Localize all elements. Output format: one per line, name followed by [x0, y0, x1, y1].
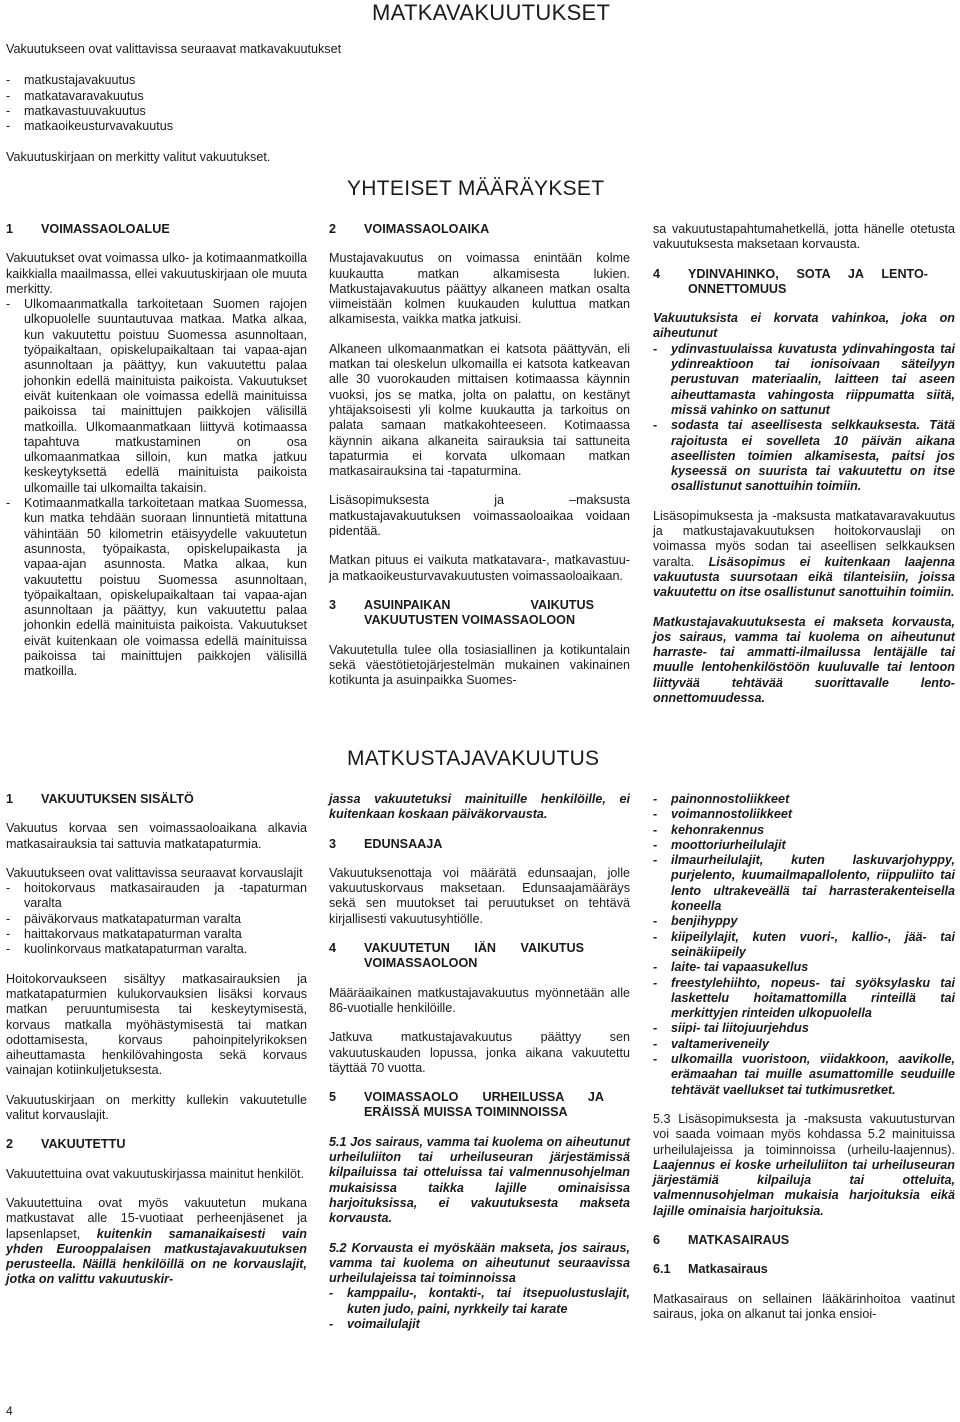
list-item: - matkustajavakuutus — [6, 73, 476, 88]
section-heading: 4 VAKUUTETUN IÄN VAIKUTUS VOIMASSAOLOON — [329, 941, 584, 971]
column — [6, 222, 307, 694]
section-heading: 2 VAKUUTETTU — [6, 1137, 126, 1152]
list-item: - voimannostoliikkeet — [653, 807, 955, 822]
column — [653, 222, 955, 720]
list — [6, 881, 307, 957]
paragraph: Vakuutettuina ovat myös vakuutetun mukana matkustavat alle 15-vuotiaat perheenjäsenet ja lapsenlapset, kuitenkin samanaikaisesti vain yhden Eurooppalaisen matkustajavakuutuksen perusteella. Näillä henkilöillä on ne korvauslajit, jotka on valittu vakuutuskir- — [6, 1195, 307, 1287]
list-item: - matkatavaravakuutus — [6, 89, 476, 104]
paragraph: Matkasairaus on sellainen lääkärinhoitoa vaatinut sairaus, joka on alkanut tai jonka ensioi- — [653, 1291, 955, 1321]
list-item: - Kotimaanmatkalla tarkoitetaan matkaa Suomessa, kun matka tehdään suoraan linnuntietä mitattuna vähintään 50 kilometrin etäisyydelle vakuutetun asunnosta, työpaikasta, opiskelupaikasta ja vapaa-ajan asunnosta. Matka alkaa, kun vakuutettu poistuu Suomessa asunnoltaan, työpaikaltaan, opiskelupaikaltaan tai vapaa-ajan asunnoltaan ja päättyy, kun vakuutettu palaa johonkin edellä mainituista paikoista. Vakuutukset eivät kuitenkaan ole voimassa edellä mainituissa paikoissa tai mainittujen paikkojen välisillä matkoilla. — [6, 496, 307, 680]
list-item: - painonnostoliikkeet — [653, 792, 955, 807]
paragraph: sa vakuutustapahtumahetkellä, jotta hänelle otetusta vakuutuksesta maksetaan korvausta. — [653, 222, 955, 252]
list-item: - päiväkorvaus matkatapaturman varalta — [6, 912, 307, 927]
list-item: - matkaoikeusturvavakuutus — [6, 119, 476, 134]
list-item: - benjihyppy — [653, 914, 955, 929]
section-heading: 4 YDINVAHINKO, SOTA JA LENTO-ONNETTOMUUS — [653, 266, 928, 296]
page-title: MATKAVAKUUTUKSET — [372, 0, 611, 25]
paragraph: Vakuutetulla tulee olla tosiasiallinen ja kotikuntalain sekä väestötietojärjestelmän mukainen vakinainen kotikunta ja asuinpaikka Suomes- — [329, 642, 630, 688]
list — [6, 297, 307, 679]
section-heading: 6.1 Matkasairaus — [653, 1262, 768, 1277]
section-title: YHTEISET MÄÄRÄYKSET — [347, 177, 605, 200]
paragraph: Jatkuva matkustajavakuutus päättyy sen vakuutuskauden lopussa, jonka aikana vakuutettu täyttää 70 vuotta. — [329, 1030, 630, 1075]
paragraph: Lisäsopimuksesta ja –maksusta matkustajavakuutuksen voimassaoloaikaa voidaan pidentää. — [329, 493, 630, 539]
paragraph: Matkan pituus ei vaikuta matkatavara-, matkavastuu- ja matkaoikeusturvavakuutusten voimassaoloaikaan. — [329, 553, 630, 583]
paragraph: Vakuutus korvaa sen voimassaoloaikana alkavia matkasairauksia tai sattuvia matkatapaturmia. — [6, 821, 307, 851]
paragraph: Mustajavakuutus on voimassa enintään kolme kuukautta matkan alkamisesta lukien. Matkustajavakuutus päättyy alkaneen matkan osalta viimeistään kolmen kuukauden kuluttua matkan alkamisesta, vaikka matka jatkuisi. — [329, 251, 630, 327]
list-item: - kuolinkorvaus matkatapaturman varalta. — [6, 942, 307, 957]
section-heading: 1 VOIMASSAOLOALUE — [6, 222, 170, 236]
section-heading: 3 EDUNSAAJA — [329, 836, 443, 851]
list-item: - Ulkomaanmatkalla tarkoitetaan Suomen rajojen ulkopuolelle suuntautuvaa matkaa. Matka alkaa, kun vakuutettu poistuu Suomessa asunnoltaan, työpaikaltaan, opiskelupaikaltaan tai vapaa-ajan asunnoltaan ja päättyy, kun vakuutettu palaa johonkin edellä mainituista paikoista. Vakuutukset eivät kuitenkaan ole voimassa edellä mainituissa paikoissa tai mainittujen paikkojen välisillä matkoilla. Ulkomaanmatkaan liittyvä kotimaassa tapahtuva matkustaminen on osa ulkomaanmatkaa silloin, kun matka jatkuu keskeytyksettä edellä mainituista paikoista ulkomaille tai ulkomailta takaisin. — [6, 297, 307, 496]
list — [653, 792, 955, 1098]
paragraph: Vakuutettuina ovat vakuutuskirjassa mainitut henkilöt. — [6, 1166, 304, 1181]
list-item: - voimailulajit — [329, 1317, 630, 1332]
intro-lead: Vakuutukseen ovat valittavissa seuraavat matkavakuutukset — [6, 42, 342, 56]
list-item: - freestylehiihto, nopeus- tai syöksylasku tai laskettelu hoitamattomilla rinteillä tai merkittyjen rinteiden ulkopuolella — [653, 976, 955, 1022]
paragraph: Vakuutuksenottaja voi määrätä edunsaajan, jolle vakuutuskorvaus maksetaan. Edunsaajamääräys sekä sen muutokset tai peruutukset on tehtävä kirjallisesti vakuutusyhtiölle. — [329, 865, 630, 926]
intro-list — [6, 73, 476, 134]
list-item: - moottoriurheilulajit — [653, 838, 955, 853]
list-item: - ydinvastuulaissa kuvatusta ydinvahingosta tai ydinreaktioon tai ionisoivaan säteilyyn perustuvan materiaalin, laitteen tai aseen aiheuttamasta vahingosta riippumatta siitä, missä vahinko on sattunut — [653, 342, 955, 418]
column — [329, 222, 630, 702]
paragraph: Matkustajavakuutuksesta ei makseta korvausta, jos sairaus, vamma tai kuolema on aiheutunut harraste- tai ammatti-ilmailussa lentäjälle tai muulle lentohenkilöstöön kuuluvalle tai lentoon liittyvää tehtävää suorittavalle lento-onnettomuudessa. — [653, 614, 955, 706]
list-item: - matkavastuuvakuutus — [6, 104, 476, 119]
section-heading: 6 MATKASAIRAUS — [653, 1233, 790, 1248]
section-heading: 3 ASUINPAIKAN VAIKUTUS VAKUUTUSTEN VOIMASSAOLOON — [329, 597, 594, 628]
list — [329, 1286, 630, 1332]
column — [653, 792, 955, 1336]
list-item: - hoitokorvaus matkasairauden ja -tapaturman varalta — [6, 881, 307, 912]
section-heading: 5 VOIMASSAOLO URHEILUSSA JA ERÄISSÄ MUISSA TOIMINNOISSA — [329, 1090, 604, 1120]
paragraph: Vakuutukset ovat voimassa ulko- ja kotimaanmatkoilla kaikkialla maailmassa, ellei vakuutuskirjaan ole muuta merkitty. — [6, 251, 307, 296]
list-item: - ilmaurheilulajit, kuten laskuvarjohyppy, purjelento, kuumailmapallolento, riippuliito tai lento ultrakeveällä tai harrasterakenteisella koneella — [653, 853, 955, 914]
paragraph: Vakuutuksista ei korvata vahinkoa, joka on aiheutunut — [653, 311, 955, 341]
paragraph: 5.3 Lisäsopimuksesta ja -maksusta vakuutusturvan voi saada voimaan myös kohdassa 5.2 mainituissa urheilulajeissa ja toiminnoissa (urheilu-laajennus). Laajennus ei koske urheiluliiton tai urheiluseuran järjestämiä kilpailuja tai otteluita, valmennusohjelman mukaisia harjoituksia eikä lajille ominaisia harjoituksia. — [653, 1111, 955, 1218]
section-title: MATKUSTAJAVAKUUTUS — [347, 747, 600, 770]
paragraph: Vakuutukseen ovat valittavissa seuraavat korvauslajit — [6, 865, 303, 880]
list-item: - siipi- tai liitojuurjehdus — [653, 1021, 955, 1036]
list-item: - sodasta tai aseellisesta selkkauksesta. Tätä rajoitusta ei sovelleta 10 päivän aikana aseellisten toimien alkamisesta, paitsi jos kyseessä on suurista tai vakuutettu on itse osallistunut sanottuihin toimiin. — [653, 418, 955, 494]
intro — [6, 42, 476, 180]
paragraph: Määräaikainen matkustajavakuutus myönnetään alle 86-vuotialle henkilöille. — [329, 985, 630, 1015]
section-heading: 2 VOIMASSAOLOAIKA — [329, 222, 490, 236]
paragraph: jassa vakuutetuksi mainituille henkilöille, ei kuitenkaan koskaan päiväkorvausta. — [329, 792, 630, 822]
paragraph: 5.1 Jos sairaus, vamma tai kuolema on aiheutunut urheiluliiton tai urheiluseuran järjestämissä kilpailuissa tai otteluissa tai valmennusohjelman mukaisissa taikka lajille ominaisissa harjoituksissa, ei vakuutuksesta makseta korvausta. — [329, 1134, 630, 1226]
paragraph: Vakuutuskirjaan on merkitty kullekin vakuutetulle valitut korvauslajit. — [6, 1092, 307, 1123]
paragraph: Lisäsopimuksesta ja -maksusta matkatavaravakuutus ja matkustajavakuutuksen hoitokorvauslaji on voimassa myös sodan tai aseellisen selkkauksen varalta. Lisäsopimus ei kuitenkaan laajenna vakuutusta suursotaan eikä tilanteisiin, joissa vakuutettu on itse osallistunut sanottuihin toimiin. — [653, 508, 955, 600]
section-heading: 1 VAKUUTUKSEN SISÄLTÖ — [6, 792, 194, 806]
list — [653, 342, 955, 495]
column — [6, 792, 307, 1302]
paragraph: Alkaneen ulkomaanmatkan ei katsota päättyvän, eli matkan tai oleskelun ulkomailla ei katsota katkeavan alle 30 vuorokauden mittaisen kotimaassa käynnin vuoksi, jos se matka, jolta on palattu, on kestänyt yhtäjaksoisesti yli kolme kuukautta ja tarkoitus on palata samaan matkakohteeseen. Kotimaassa käynnin aikana alkaneita sairauksia tai sattuneita tapaturmia ei korvata ulkomaan matkan matkasairauksina tai -tapaturmina. — [329, 341, 630, 479]
page-number: 4 — [6, 1404, 13, 1418]
paragraph: 5.2 Korvausta ei myöskään makseta, jos sairaus, vamma tai kuolema on aiheutunut seuraavissa urheilulajeissa tai toiminnoissa — [329, 1240, 630, 1286]
list-item: - kamppailu-, kontakti-, tai itsepuolustuslajit, kuten judo, paini, nyrkkeily tai karate — [329, 1286, 630, 1317]
list-item: - valtameriveneily — [653, 1037, 955, 1052]
list-item: - ulkomailla vuoristoon, viidakkoon, aavikolle, erämaahan tai muille asumattomille seuduille tehtävät vaellukset tai tutkimusretket. — [653, 1052, 955, 1098]
paragraph: Hoitokorvaukseen sisältyy matkasairauksien ja matkatapaturmien kulukorvauksien lisäksi korvaus matkan peruuntumisesta tai keskeytymisestä, korvaus matkalla myöhästymisestä tai matkan odottamisesta, korvaus pahoinpitelyrikoksen aiheuttamasta henkilövahingosta sekä korvaus vainajan kotiinkuljetuksesta. — [6, 971, 307, 1078]
intro-closing: Vakuutuskirjaan on merkitty valitut vakuutukset. — [6, 150, 271, 165]
column — [329, 792, 630, 1346]
list-item: - haittakorvaus matkatapaturman varalta — [6, 927, 307, 942]
list-item: - kehonrakennus — [653, 823, 955, 838]
list-item: - kiipeilylajit, kuten vuori-, kallio-, jää- tai seinäkiipeily — [653, 930, 955, 961]
list-item: - laite- tai vapaasukellus — [653, 960, 955, 975]
